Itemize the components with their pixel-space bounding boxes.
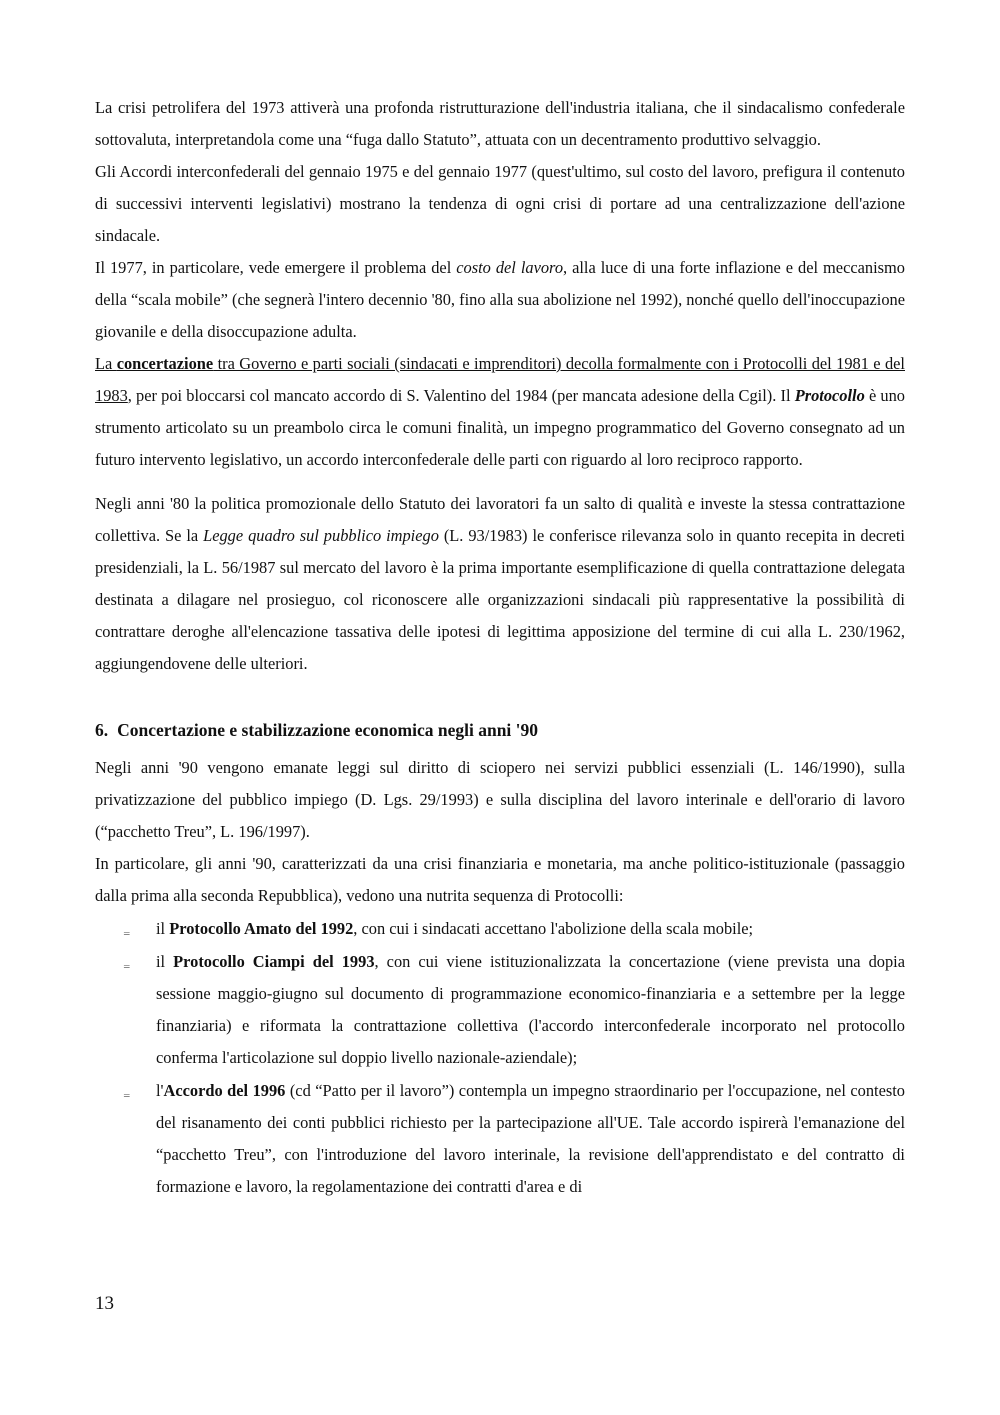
italic-term: costo del lavoro [456, 258, 564, 277]
bullet-marker: ‗ [124, 923, 130, 935]
section-number: 6. [95, 720, 109, 740]
text-run: Il 1977, in particolare, vede emergere il problema del [95, 258, 457, 277]
list-item [95, 946, 905, 1074]
text-run: il [156, 952, 174, 971]
text-run: , alla luce di una forte inflazione e del meccanismo della “scala mobile” (che segnerà l'intero decennio '80, fino alla sua abolizione nel 1992), nonché quello dell'inoccupazione giovanile e della disoccupazione adulta. [95, 258, 905, 341]
paragraph-concertazione [95, 348, 905, 476]
text-run: è uno strumento articolato su un preambolo circa le comuni finalità, un impegno programmatico del Governo consegnato ad un futuro intervento legislativo, un accordo interconfederale delle parti con riguardo al loro reciproco rapporto. [95, 386, 906, 469]
bold-term: Accordo del 1996 [163, 1081, 286, 1100]
bullet-marker: ‗ [124, 1085, 130, 1097]
italic-term: Legge quadro sul pubblico impiego [203, 526, 439, 545]
paragraph-eighties [95, 488, 905, 680]
list-item [95, 1075, 905, 1203]
list-item [95, 913, 905, 945]
text-run: La [95, 354, 117, 373]
text-run: Negli anni '80 la politica promozionale dello Statuto dei lavoratori fa un salto di qualità e investe la stessa contrattazione collettiva. Se la [95, 494, 905, 545]
section-heading [95, 714, 905, 746]
text-run: (cd “Patto per il lavoro”) contempla un impegno straordinario per l'occupazione, nel contesto del risanamento dei conti pubblici richiesto per la partecipazione all'UE. Tale accordo ispirerà l'emanazione del “pacchetto Treu”, con l'introduzione del lavoro interinale, la revisione dell'apprendistato e del contratto di formazione e lavoro, la regolamentazione dei contratti d'area e di [156, 1081, 905, 1196]
document-body [95, 92, 905, 1203]
bold-term: Protocollo Amato del 1992 [169, 919, 354, 938]
bold-term: Protocollo Ciampi del 1993 [173, 952, 375, 971]
bold-italic-term: Protocollo [794, 386, 865, 405]
protocol-list [95, 913, 905, 1203]
paragraph-oil-crisis: La crisi petrolifera del 1973 attiverà una profonda ristrutturazione dell'industria italiana, che il sindacalismo confederale sottovaluta, interpretandola come una “fuga dallo Statuto”, attuata con un decentramento produttivo selvaggio. [95, 98, 905, 149]
page-number: 13 [95, 1293, 114, 1314]
bold-term: concertazione [116, 354, 214, 373]
text-run: (L. 93/1983) le conferisce rilevanza solo in quanto recepita in decreti presidenziali, la L. 56/1987 sul mercato del lavoro è la prima importante esemplificazione di quella contrattazione delegata destinata a dilagare nel prosieguo, col riconoscere alle organizzazioni sindacali più rappresentative la possibilità di contrattare deroghe all'elencazione tassativa delle ipotesi di legittima apposizione del termine di cui alla L. 230/1962, aggiungendovene delle ulteriori. [95, 526, 905, 673]
text-run: il [156, 919, 170, 938]
text-run: , con cui viene istituzionalizzata la concertazione (viene prevista una dopia sessione maggio-giugno sul documento di programmazione economico-finanziaria e a settembre per la legge finanziaria) e riformata la contrattazione collettiva (l'accordo interconfederale incorporato nel protocollo conferma l'articolazione sul doppio livello nazionale-aziendale); [156, 952, 905, 1067]
text-run: tra Governo e parti sociali (sindacati e imprenditori) decolla formalmente con i Protocolli del 1981 e del 1983 [95, 354, 905, 405]
text-run: , con cui i sindacati accettano l'abolizione della scala mobile; [353, 919, 754, 938]
paragraph-nineties-protocols: In particolare, gli anni '90, caratterizzati da una crisi finanziaria e monetaria, ma anche politico-istituzionale (passaggio dalla prima alla seconda Repubblica), vedono una nutrita sequenza di Protocolli: [95, 854, 905, 905]
paragraph-labor-cost [95, 252, 905, 348]
paragraph-interconfederal-agreements: Gli Accordi interconfederali del gennaio 1975 e del gennaio 1977 (quest'ultimo, sul costo del lavoro, prefigura il contenuto di successivi interventi legislativi) mostrano la tendenza di ogni crisi di portare ad una centralizzazione dell'azione sindacale. [95, 162, 905, 245]
text-run: l' [156, 1081, 164, 1100]
text-run: , per poi bloccarsi col mancato accordo di S. Valentino del 1984 (per mancata adesione della Cgil). Il [127, 386, 795, 405]
bullet-marker: ‗ [124, 956, 130, 968]
section-title: Concertazione e stabilizzazione economica negli anni '90 [117, 720, 539, 740]
paragraph-nineties-laws: Negli anni '90 vengono emanate leggi sul diritto di sciopero nei servizi pubblici essenziali (L. 146/1990), sulla privatizzazione del pubblico impiego (D. Lgs. 29/1993) e sulla disciplina del lavoro interinale e dell'orario di lavoro (“pacchetto Treu”, L. 196/1997). [95, 758, 905, 841]
